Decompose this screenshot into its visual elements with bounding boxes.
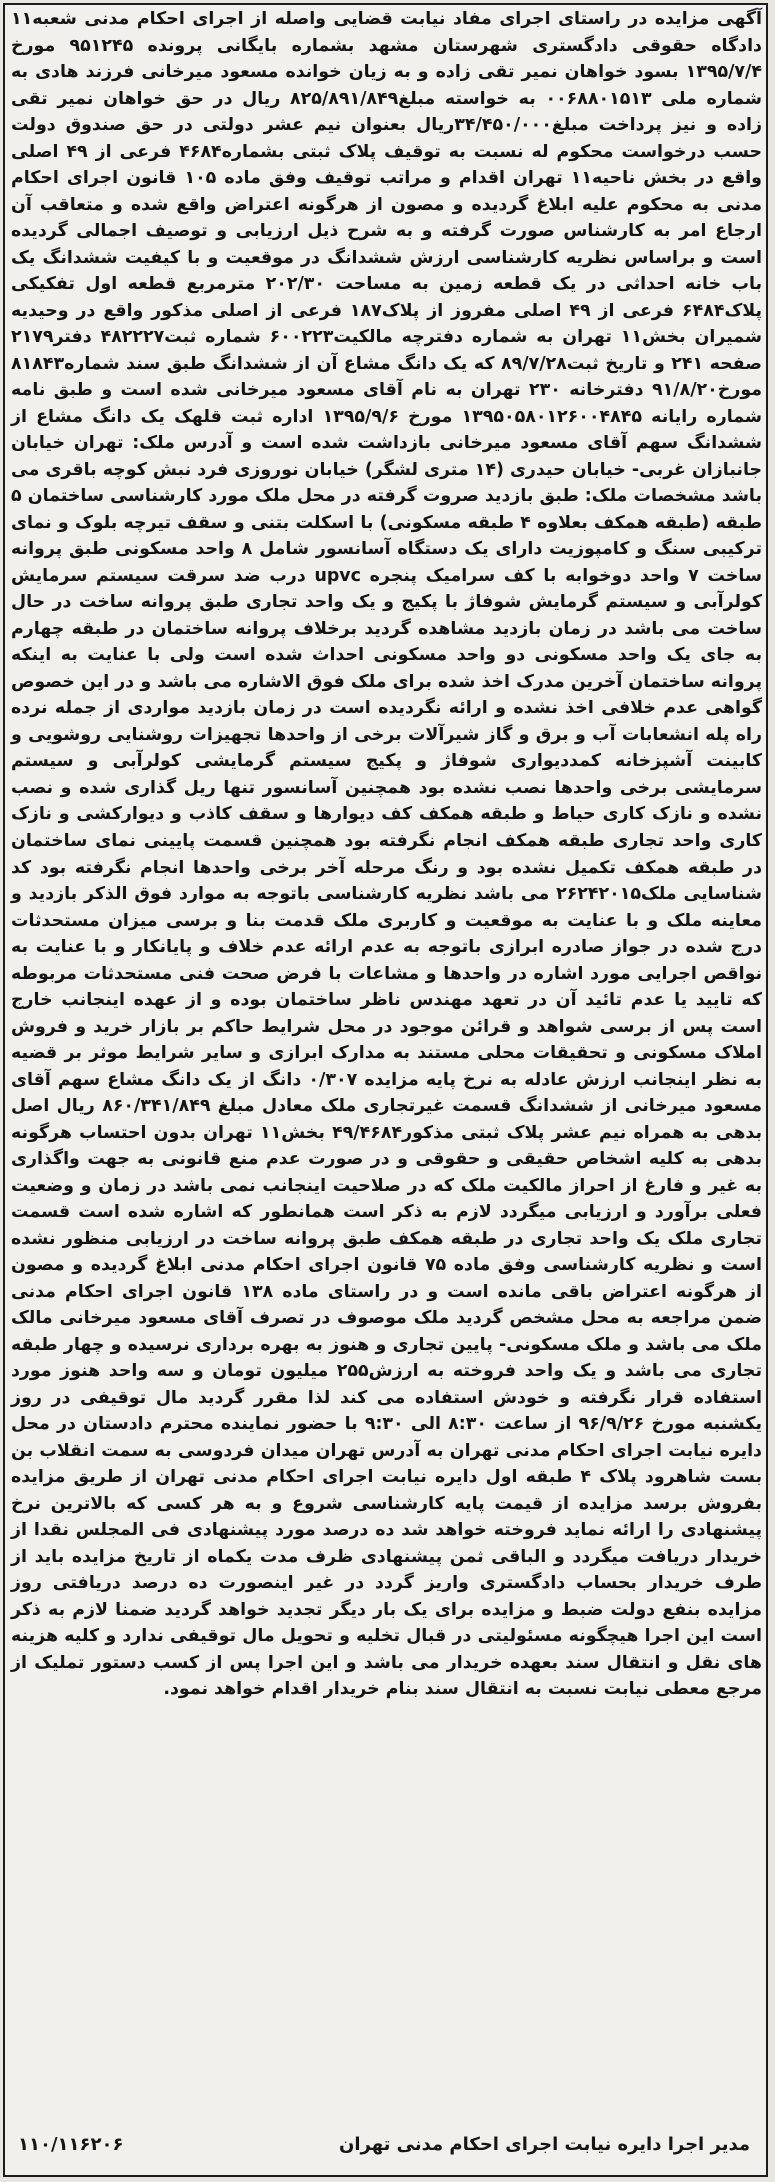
notice-signature: مدیر اجرا دایره نیابت اجرای احکام مدنی تهران xyxy=(339,2134,750,2155)
notice-reference-number: ۱۱۰/۱۱۶۲۰۶ xyxy=(18,2134,124,2155)
notice-body-text: آگهی مزایده در راستای اجرای مفاد نیابت قضایی واصله از اجرای احکام مدنی شعبه۱۱ دادگاه حقوقی دادگستری شهرستان مشهد بشماره بایگانی پرونده ۹۵۱۲۴۵ مورخ ۱۳۹۵/۷/۴ بسود خواهان نمیر تقی زاده و به زیان خوانده مسعود میرخانی فرزند هادی به شماره ملی ۰۰۶۸۸۰۱۵۱۳ به خواسته مبلغ۸۲۵/۸۹۱/۸۴۹ ریال در حق خواهان نمیر تقی زاده و نیز پرداخت مبلغ۳۴/۴۵۰/۰۰۰ریال بعنوان نیم عشر دولتی در حق صندوق دولت حسب درخواست محکوم له نسبت به توقیف پلاک ثبتی بشماره۴۶۸۴ فرعی از ۴۹ اصلی واقع در بخش ناحیه۱۱ تهران اقدام و مراتب توقیف وفق ماده ۱۰۵ قانون اجرای احکام مدنی به محکوم علیه ابلاغ گردیده و مصون از هرگونه اعتراض واقع شده و متعاقب آن ارجاع امر به کارشناس صورت گرفته و به شرح ذیل ارزیابی و توصیف اجمالی گردیده است و براساس نظریه کارشناسی ارزش ششدانگ در موقعیت و با کیفیت ششدانگ یک باب خانه احداثی در یک قطعه زمین به مساحت ۲۰۲/۳۰ مترمربع قطعه اول تفکیکی پلاک۶۴۸۴ فرعی از ۴۹ اصلی مفروز از پلاک۱۸۷ فرعی از اصلی مذکور واقع در وحیدیه شمیران بخش۱۱ تهران به شماره دفترچه مالکیت۶۰۰۲۲۳ شماره ثبت۴۸۲۲۲۷ دفتر۲۱۷۹ صفحه ۲۴۱ و تاریخ ثبت۸۹/۷/۲۸ که یک دانگ مشاع آن از ششدانگ طبق سند شماره۸۱۸۴۳ مورخ۹۱/۸/۲۰ دفترخانه ۲۳۰ تهران به نام آقای مسعود میرخانی شده است و طبق نامه شماره رایانه ۱۳۹۵۰۵۸۰۱۲۶۰۰۴۸۴۵ مورخ ۱۳۹۵/۹/۶ اداره ثبت قلهک یک دانگ مشاع از ششدانگ سهم آقای مسعود میرخانی بازداشت شده است و آدرس ملک: تهران خیابان جانبازان غربی- خیابان حیدری (۱۴ متری لشگر) خیابان نوروزی فرد نبش کوچه باقری می باشد مشخصات ملک: طبق بازدید صروت گرفته در محل ملک مورد کارشناسی ساختمان ۵ طبقه (طبقه همکف بعلاوه ۴ طبقه مسکونی) با اسکلت بتنی و سقف تیرچه بلوک و نمای ترکیبی سنگ و کامپوزیت دارای یک دستگاه آسانسور شامل ۸ واحد مسکونی طبق پروانه ساخت ۷ واحد دوخوابه با کف سرامیک پنجره upvc درب ضد سرقت سیستم سرمایش کولرآبی و سیستم گرمایش شوفاژ با پکیج و یک واحد تجاری طبق پروانه ساخت در حال ساخت می باشد در زمان بازدید مشاهده گردید برخلاف پروانه ساختمان در طبقه چهارم به جای یک واحد مسکونی دو واحد مسکونی احداث شده است ولی با عنایت به اینکه پروانه ساختمان آخرین مدرک اخذ شده برای ملک فوق الاشاره می باشد و در این خصوص گواهی عدم خلافی اخذ نشده و ارائه نگردیده است در زمان بازدید مواردی از جمله نرده راه پله انشعابات آب و برق و گاز شیرآلات برخی از واحدها تجهیزات روشنایی روشویی و کابینت آشپزخانه کمددیواری شوفاژ و پکیج سیستم گرمایشی کولرآبی و سیستم سرمایشی برخی واحدها نصب نشده بود همچنین آسانسور تنها ریل گذاری شده و نصب نشده و نازک کاری حیاط و طبقه همکف کف دیوارها و سقف کاذب و دیوارکشی و نازک کاری واحد تجاری طبقه همکف انجام نگرفته بود همچنین قسمت پایینی نمای ساختمان در طبقه همکف تکمیل نشده بود و رنگ مرحله آخر برخی واحدها انجام نگرفته بود کد شناسایی ملک۲۶۲۴۲۰۱۵ می باشد نظریه کارشناسی باتوجه به موارد فوق الذکر بازدید و معاینه ملک و با عنایت به موقعیت و کاربری ملک قدمت بنا و برسی میزان مستحدثات درج شده در جواز صادره ابرازی باتوجه به عدم ارائه عدم خلاف و پایانکار و با عنایت به نواقص اجرایی مورد اشاره در واحدها و مشاعات با فرض صحت فنی مستحدثات مربوطه که تایید یا عدم تائید آن در تعهد مهندس ناظر ساختمان بوده و از عهده اینجانب خارج است پس از برسی شواهد و قرائن موجود در محل شرایط حاکم بر بازار خرید و فروش املاک مسکونی و تحقیقات محلی مستند به مدارک ابرازی و سایر شرایط موثر بر قضیه به نظر اینجانب ارزش عادله به نرخ پایه مزایده ۰/۳۰۷ دانگ از یک دانگ مشاع سهم آقای مسعود میرخانی از ششدانگ قسمت غیرتجاری ملک معادل مبلغ ۸۶۰/۳۴۱/۸۴۹ ریال اصل بدهی به همراه نیم عشر پلاک ثبتی مذکور۴۹/۴۶۸۴ بخش۱۱ تهران بدون احتساب هرگونه بدهی به کلیه اشخاص حقیقی و حقوقی و در صورت عدم منع قانونی به جهت واگذاری به غیر و فارغ از احراز مالکیت ملک که در صلاحیت اینجانب نمی باشد در زمان و وضعیت فعلی برآورد و ارزیابی میگردد لازم به ذکر است همانطور که اشاره شده است قسمت تجاری ملک یک واحد تجاری در طبقه همکف طبق پروانه ساخت در ارزیابی منظور نشده است و نظریه کارشناسی وفق ماده ۷۵ قانون اجرای احکام مدنی ابلاغ گردیده و مصون از هرگونه اعتراض باقی مانده است و در راستای ماده ۱۳۸ قانون اجرای احکام مدنی ضمن مراجعه به محل مشخص گردید ملک موصوف در تصرف آقای مسعود میرخانی مالک ملک می باشد و ملک مسکونی- پایین تجاری و هنوز به بهره برداری نرسیده و چهار طبقه تجاری می باشد و یک واحد فروخته به ارزش۲۵۵ میلیون تومان و سه واحد هنوز مورد استفاده قرار نگرفته و خودش استفاده می کند لذا مقرر گردید مال توقیفی در روز یکشنبه مورخ ۹۶/۹/۲۶ از ساعت ۸:۳۰ الی ۹:۳۰ با حضور نماینده محترم دادستان در محل دایره نیابت اجرای احکام مدنی تهران به آدرس تهران میدان فردوسی به سمت انقلاب بن بست شاهرود پلاک ۴ طبقه اول دایره نیابت اجرای احکام مدنی تهران از طریق مزایده بفروش برسد مزایده از قیمت پایه کارشناسی شروع و به هر کسی که بالاترین نرخ پیشنهادی را ارائه نماید فروخته خواهد شد ده درصد مورد پیشنهادی فی المجلس نقدا از خریدار دریافت میگردد و الباقی ثمن پیشنهادی ظرف مدت یکماه از تاریخ مزایده باید از طرف خریدار بحساب دادگستری واریز گردد در غیر اینصورت ده درصد دریافتی روز مزایده بنفع دولت ضبط و مزایده برای یک بار دیگر تجدید خواهد گردید ضمنا لازم به ذکر است این اجرا هیچگونه مسئولیتی در قبال تخلیه و تحویل مال توقیفی ندارد و کلیه هزینه های نقل و انتقال سند بعهده خریدار می باشد و این اجرا پس از کسب دستور تملیک از مرجع معطی نیابت نسبت به انتقال سند بنام خریدار اقدام خواهد نمود. xyxy=(11,9,763,1700)
notice-footer xyxy=(12,2128,762,2168)
auction-notice xyxy=(11,6,762,2106)
